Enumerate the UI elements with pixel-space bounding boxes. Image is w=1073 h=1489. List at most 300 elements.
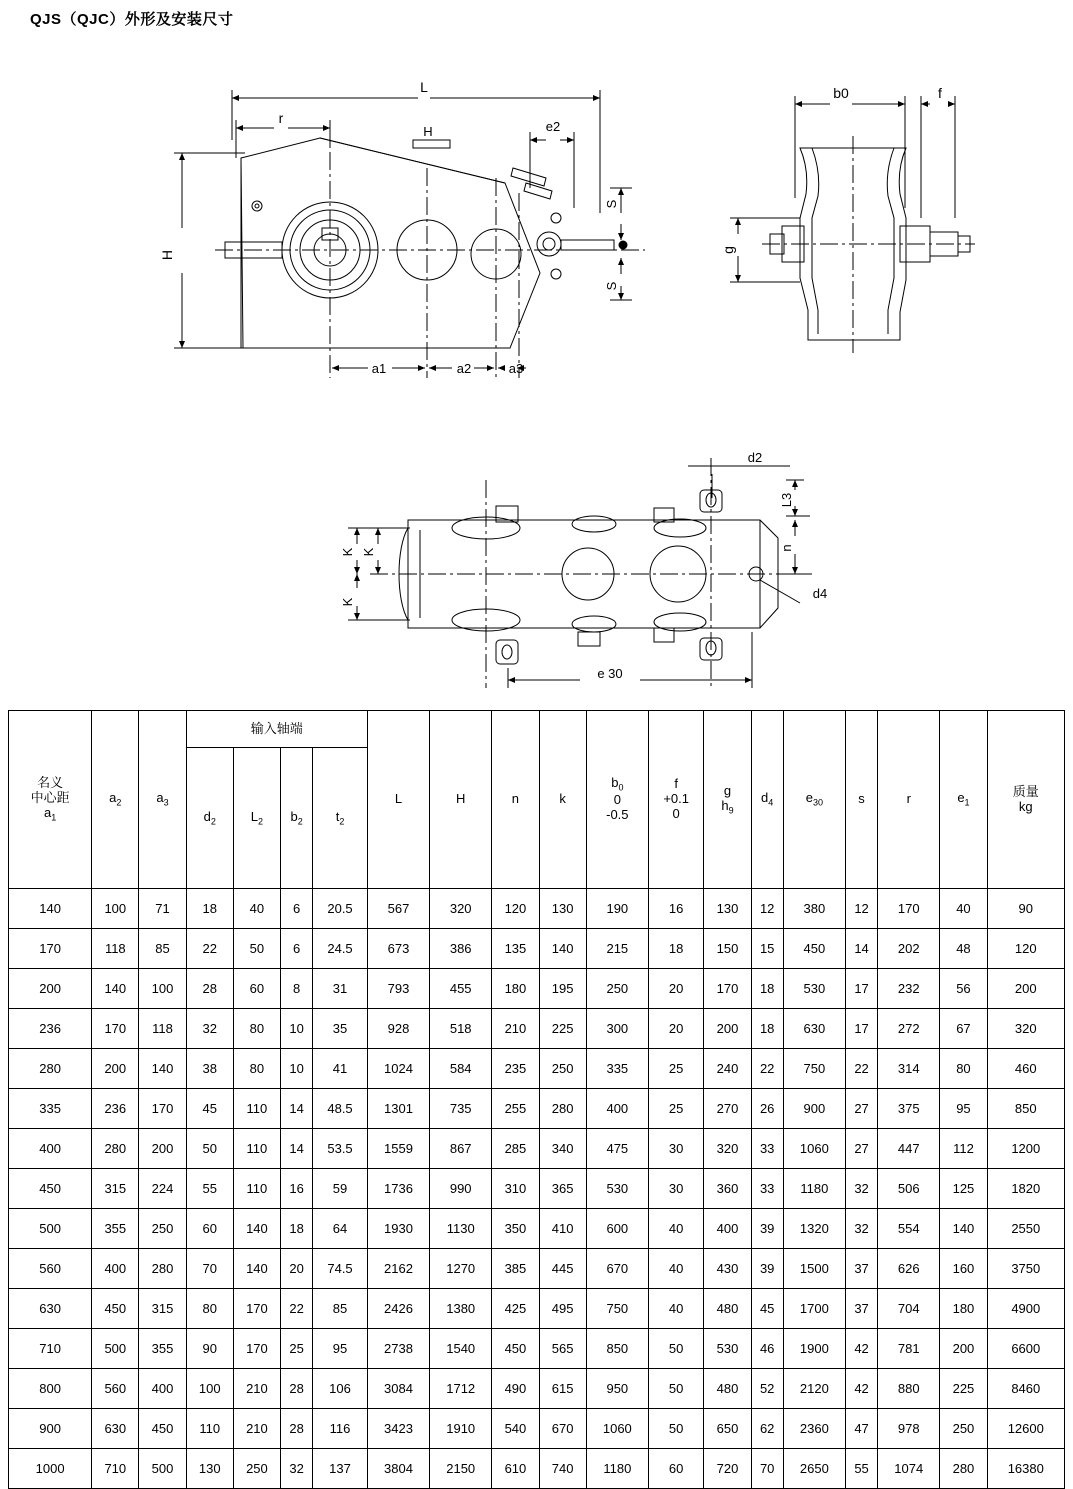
table-cell: 30 [648, 1169, 703, 1209]
table-cell: 10 [281, 1049, 313, 1089]
table-cell: 40 [940, 889, 987, 929]
table-cell: 978 [878, 1409, 940, 1449]
table-cell: 385 [492, 1249, 539, 1289]
table-cell: 47 [845, 1409, 877, 1449]
table-cell: 52 [751, 1369, 783, 1409]
table-cell: 33 [751, 1129, 783, 1169]
table-cell: 740 [539, 1449, 586, 1489]
table-cell: 55 [186, 1169, 233, 1209]
table-cell: 3084 [367, 1369, 429, 1409]
table-cell: 22 [845, 1049, 877, 1089]
table-cell: 386 [430, 929, 492, 969]
table-cell: 280 [539, 1089, 586, 1129]
header-e1: $e_1$ [940, 711, 987, 889]
table-cell: 15 [751, 929, 783, 969]
table-cell: 315 [139, 1289, 186, 1329]
table-cell: 560 [92, 1369, 139, 1409]
table-cell: 22 [281, 1289, 313, 1329]
table-cell: 410 [539, 1209, 586, 1249]
table-cell: 285 [492, 1129, 539, 1169]
table-cell: 300 [586, 1009, 648, 1049]
table-cell: 928 [367, 1009, 429, 1049]
table-cell: 1500 [783, 1249, 845, 1289]
table-cell: 90 [987, 889, 1064, 929]
header-b0: $b_0$ 0 -0.5 [586, 711, 648, 889]
table-cell: 530 [704, 1329, 751, 1369]
table-cell: 350 [492, 1209, 539, 1249]
table-cell: 630 [92, 1409, 139, 1449]
table-cell: 255 [492, 1089, 539, 1129]
table-row [9, 1369, 1065, 1409]
table-cell: 130 [539, 889, 586, 929]
table-cell: 71 [139, 889, 186, 929]
table-cell: 450 [492, 1329, 539, 1369]
table-cell: 615 [539, 1369, 586, 1409]
table-cell: 200 [139, 1129, 186, 1169]
table-cell: 215 [586, 929, 648, 969]
table-cell: 28 [281, 1409, 313, 1449]
table-cell: 1700 [783, 1289, 845, 1329]
header-L: L [367, 711, 429, 889]
table-cell: 85 [313, 1289, 368, 1329]
svg-text:H: H [423, 124, 433, 139]
svg-text:H: H [159, 249, 175, 261]
table-cell: 55 [845, 1449, 877, 1489]
svg-text:d4: d4 [812, 586, 828, 601]
table-cell: 793 [367, 969, 429, 1009]
table-cell: 950 [586, 1369, 648, 1409]
table-cell: 200 [940, 1329, 987, 1369]
table-cell: 1060 [586, 1409, 648, 1449]
table-header [9, 711, 1065, 889]
header-d4: $d_4$ [751, 711, 783, 889]
svg-text:r: r [278, 110, 284, 126]
table-cell: 118 [139, 1009, 186, 1049]
table-cell: 135 [492, 929, 539, 969]
table-cell: 18 [281, 1209, 313, 1249]
table-cell: 1301 [367, 1089, 429, 1129]
table-cell: 900 [9, 1409, 92, 1449]
table-cell: 506 [878, 1169, 940, 1209]
table-cell: 170 [9, 929, 92, 969]
header-s: s [845, 711, 877, 889]
header-a2: $a_2$ [92, 711, 139, 889]
table-cell: 236 [92, 1089, 139, 1129]
table-cell: 225 [940, 1369, 987, 1409]
table-cell: 781 [878, 1329, 940, 1369]
table-cell: 310 [492, 1169, 539, 1209]
table-cell: 1270 [430, 1249, 492, 1289]
table-cell: 8 [281, 969, 313, 1009]
technical-drawing [0, 28, 1073, 698]
table-cell: 170 [92, 1009, 139, 1049]
svg-text:S: S [604, 199, 619, 209]
table-cell: 140 [233, 1249, 280, 1289]
table-cell: 35 [313, 1009, 368, 1049]
table-cell: 900 [783, 1089, 845, 1129]
table-cell: 1930 [367, 1209, 429, 1249]
table-cell: 180 [492, 969, 539, 1009]
table-cell: 14 [281, 1089, 313, 1129]
table-cell: 450 [139, 1409, 186, 1449]
table-cell: 867 [430, 1129, 492, 1169]
table-cell: 12600 [987, 1409, 1064, 1449]
table-cell: 53.5 [313, 1129, 368, 1169]
table-cell: 50 [186, 1129, 233, 1169]
table-cell: 200 [92, 1049, 139, 1089]
table-cell: 39 [751, 1249, 783, 1289]
table-cell: 28 [281, 1369, 313, 1409]
header-input-shaft-group: 输入轴端 [186, 711, 367, 748]
table-cell: 500 [92, 1329, 139, 1369]
table-cell: 67 [940, 1009, 987, 1049]
table-cell: 32 [186, 1009, 233, 1049]
table-row [9, 1009, 1065, 1049]
table-cell: 18 [751, 969, 783, 1009]
table-row [9, 1129, 1065, 1169]
table-cell: 4900 [987, 1289, 1064, 1329]
table-cell: 735 [430, 1089, 492, 1129]
table-cell: 750 [783, 1049, 845, 1089]
table-cell: 565 [539, 1329, 586, 1369]
table-cell: 140 [92, 969, 139, 1009]
table-cell: 280 [940, 1449, 987, 1489]
table-cell: 990 [430, 1169, 492, 1209]
table-cell: 170 [878, 889, 940, 929]
table-cell: 1130 [430, 1209, 492, 1249]
header-e30: $e_{30}$ [783, 711, 845, 889]
table-cell: 140 [9, 889, 92, 929]
table-row [9, 1209, 1065, 1249]
table-cell: 18 [648, 929, 703, 969]
table-cell: 880 [878, 1369, 940, 1409]
table-cell: 1180 [586, 1449, 648, 1489]
table-row [9, 1409, 1065, 1449]
table-cell: 704 [878, 1289, 940, 1329]
table-cell: 112 [940, 1129, 987, 1169]
table-cell: 1380 [430, 1289, 492, 1329]
table-cell: 610 [492, 1449, 539, 1489]
table-cell: 445 [539, 1249, 586, 1289]
table-cell: 400 [704, 1209, 751, 1249]
table-cell: 80 [233, 1049, 280, 1089]
table-cell: 567 [367, 889, 429, 929]
table-cell: 74.5 [313, 1249, 368, 1289]
table-cell: 447 [878, 1129, 940, 1169]
table-cell: 400 [586, 1089, 648, 1129]
table-cell: 110 [186, 1409, 233, 1449]
table-cell: 24.5 [313, 929, 368, 969]
header-g: g $h_9$ [704, 711, 751, 889]
table-cell: 45 [186, 1089, 233, 1129]
table-cell: 540 [492, 1409, 539, 1449]
header-n: n [492, 711, 539, 889]
table-cell: 50 [648, 1329, 703, 1369]
table-cell: 200 [987, 969, 1064, 1009]
table-cell: 630 [9, 1289, 92, 1329]
table-cell: 1024 [367, 1049, 429, 1089]
table-cell: 120 [987, 929, 1064, 969]
table-cell: 250 [233, 1449, 280, 1489]
table-cell: 50 [233, 929, 280, 969]
table-cell: 320 [430, 889, 492, 929]
table-cell: 170 [233, 1289, 280, 1329]
table-cell: 37 [845, 1289, 877, 1329]
table-row [9, 1049, 1065, 1089]
table-body [9, 889, 1065, 1489]
table-cell: 1910 [430, 1409, 492, 1449]
table-cell: 48.5 [313, 1089, 368, 1129]
table-cell: 110 [233, 1169, 280, 1209]
header-a3: $a_3$ [139, 711, 186, 889]
table-cell: 16 [648, 889, 703, 929]
table-cell: 16380 [987, 1449, 1064, 1489]
table-cell: 272 [878, 1009, 940, 1049]
table-cell: 380 [783, 889, 845, 929]
table-cell: 630 [783, 1009, 845, 1049]
svg-text:K: K [340, 547, 355, 557]
table-cell: 500 [9, 1209, 92, 1249]
table-cell: 25 [648, 1049, 703, 1089]
table-row [9, 1449, 1065, 1489]
table-cell: 150 [704, 929, 751, 969]
table-cell: 250 [539, 1049, 586, 1089]
table-cell: 340 [539, 1129, 586, 1169]
table-cell: 16 [281, 1169, 313, 1209]
table-cell: 62 [751, 1409, 783, 1449]
table-cell: 28 [186, 969, 233, 1009]
table-cell: 14 [281, 1129, 313, 1169]
table-cell: 400 [139, 1369, 186, 1409]
table-cell: 42 [845, 1369, 877, 1409]
table-cell: 375 [878, 1089, 940, 1129]
table-cell: 46 [751, 1329, 783, 1369]
table-cell: 530 [586, 1169, 648, 1209]
table-cell: 30 [648, 1129, 703, 1169]
table-cell: 59 [313, 1169, 368, 1209]
table-cell: 8460 [987, 1369, 1064, 1409]
table-cell: 12 [845, 889, 877, 929]
table-cell: 600 [586, 1209, 648, 1249]
table-cell: 480 [704, 1289, 751, 1329]
table-cell: 60 [233, 969, 280, 1009]
table-cell: 140 [139, 1049, 186, 1089]
table-cell: 1712 [430, 1369, 492, 1409]
table-cell: 40 [648, 1249, 703, 1289]
table-cell: 1320 [783, 1209, 845, 1249]
table-cell: 235 [492, 1049, 539, 1089]
page-title: QJS（QJC）外形及安装尺寸 [30, 11, 234, 28]
table-cell: 37 [845, 1249, 877, 1289]
table-cell: 50 [648, 1369, 703, 1409]
table-cell: 530 [783, 969, 845, 1009]
table-cell: 18 [751, 1009, 783, 1049]
table-cell: 850 [586, 1329, 648, 1369]
table-cell: 130 [186, 1449, 233, 1489]
table-cell: 110 [233, 1129, 280, 1169]
table-cell: 18 [186, 889, 233, 929]
header-t2: $t_2$ [313, 748, 368, 889]
table-cell: 518 [430, 1009, 492, 1049]
table-cell: 125 [940, 1169, 987, 1209]
table-cell: 40 [233, 889, 280, 929]
table-cell: 22 [186, 929, 233, 969]
table-cell: 2120 [783, 1369, 845, 1409]
table-cell: 584 [430, 1049, 492, 1089]
table-cell: 360 [704, 1169, 751, 1209]
table-cell: 40 [648, 1209, 703, 1249]
svg-text:L3: L3 [779, 492, 794, 508]
table-cell: 2550 [987, 1209, 1064, 1249]
table-cell: 320 [987, 1009, 1064, 1049]
table-cell: 250 [139, 1209, 186, 1249]
table-cell: 20 [648, 969, 703, 1009]
svg-text:f: f [938, 85, 942, 101]
table-cell: 33 [751, 1169, 783, 1209]
table-cell: 400 [9, 1129, 92, 1169]
table-cell: 670 [539, 1409, 586, 1449]
table-cell: 500 [139, 1449, 186, 1489]
table-cell: 1074 [878, 1449, 940, 1489]
table-cell: 42 [845, 1329, 877, 1369]
table-cell: 490 [492, 1369, 539, 1409]
table-cell: 6600 [987, 1329, 1064, 1369]
header-r: r [878, 711, 940, 889]
table-cell: 3804 [367, 1449, 429, 1489]
table-row [9, 1329, 1065, 1369]
header-H: H [430, 711, 492, 889]
table-cell: 140 [940, 1209, 987, 1249]
table-cell: 475 [586, 1129, 648, 1169]
table-cell: 25 [281, 1329, 313, 1369]
table-cell: 554 [878, 1209, 940, 1249]
svg-text:e2: e2 [545, 119, 561, 134]
table-cell: 355 [139, 1329, 186, 1369]
svg-text:a1: a1 [371, 361, 387, 376]
table-cell: 27 [845, 1129, 877, 1169]
table-cell: 25 [648, 1089, 703, 1129]
table-cell: 1060 [783, 1129, 845, 1169]
table-cell: 56 [940, 969, 987, 1009]
table-cell: 1820 [987, 1169, 1064, 1209]
table-cell: 320 [704, 1129, 751, 1169]
table-cell: 80 [186, 1289, 233, 1329]
table-cell: 850 [987, 1089, 1064, 1129]
table-cell: 1200 [987, 1129, 1064, 1169]
table-cell: 190 [586, 889, 648, 929]
table-row [9, 889, 1065, 929]
table-cell: 60 [648, 1449, 703, 1489]
table-cell: 2426 [367, 1289, 429, 1329]
table-cell: 60 [186, 1209, 233, 1249]
table-cell: 670 [586, 1249, 648, 1289]
table-cell: 335 [586, 1049, 648, 1089]
table-cell: 80 [940, 1049, 987, 1089]
table-row [9, 969, 1065, 1009]
table-cell: 95 [313, 1329, 368, 1369]
svg-text:n: n [779, 544, 794, 552]
table-cell: 710 [9, 1329, 92, 1369]
table-cell: 280 [139, 1249, 186, 1289]
table-row [9, 1169, 1065, 1209]
table-cell: 137 [313, 1449, 368, 1489]
table-cell: 116 [313, 1409, 368, 1449]
table-cell: 26 [751, 1089, 783, 1129]
table-cell: 750 [586, 1289, 648, 1329]
header-k: k [539, 711, 586, 889]
table-cell: 626 [878, 1249, 940, 1289]
header-weight: 质量 kg [987, 711, 1064, 889]
table-cell: 106 [313, 1369, 368, 1409]
table-cell: 250 [940, 1409, 987, 1449]
table-cell: 673 [367, 929, 429, 969]
table-cell: 70 [186, 1249, 233, 1289]
table-cell: 17 [845, 1009, 877, 1049]
table-cell: 85 [139, 929, 186, 969]
table-cell: 480 [704, 1369, 751, 1409]
table-cell: 100 [139, 969, 186, 1009]
table-cell: 95 [940, 1089, 987, 1129]
table-cell: 22 [751, 1049, 783, 1089]
table-cell: 236 [9, 1009, 92, 1049]
table-cell: 280 [92, 1129, 139, 1169]
table-cell: 200 [704, 1009, 751, 1049]
table-cell: 32 [845, 1169, 877, 1209]
table-cell: 800 [9, 1369, 92, 1409]
table-cell: 202 [878, 929, 940, 969]
table-cell: 20 [281, 1249, 313, 1289]
svg-text:d2: d2 [747, 450, 763, 465]
table-cell: 130 [704, 889, 751, 929]
table-cell: 50 [648, 1409, 703, 1449]
table-cell: 240 [704, 1049, 751, 1089]
table-cell: 315 [92, 1169, 139, 1209]
table-cell: 210 [233, 1369, 280, 1409]
table-cell: 270 [704, 1089, 751, 1129]
table-cell: 140 [233, 1209, 280, 1249]
table-cell: 120 [492, 889, 539, 929]
table-cell: 232 [878, 969, 940, 1009]
dimension-table [8, 710, 1065, 1489]
table-cell: 425 [492, 1289, 539, 1329]
table-cell: 170 [139, 1089, 186, 1129]
table-cell: 280 [9, 1049, 92, 1089]
table-row [9, 929, 1065, 969]
table-cell: 17 [845, 969, 877, 1009]
table-cell: 460 [987, 1049, 1064, 1089]
table-cell: 400 [92, 1249, 139, 1289]
table-cell: 1559 [367, 1129, 429, 1169]
table-cell: 1736 [367, 1169, 429, 1209]
table-cell: 39 [751, 1209, 783, 1249]
table-cell: 27 [845, 1089, 877, 1129]
table-cell: 210 [492, 1009, 539, 1049]
table-cell: 6 [281, 889, 313, 929]
table-cell: 110 [233, 1089, 280, 1129]
table-cell: 355 [92, 1209, 139, 1249]
table-cell: 31 [313, 969, 368, 1009]
table-cell: 100 [186, 1369, 233, 1409]
table-cell: 1180 [783, 1169, 845, 1209]
table-cell: 495 [539, 1289, 586, 1329]
table-cell: 450 [783, 929, 845, 969]
table-cell: 38 [186, 1049, 233, 1089]
table-cell: 335 [9, 1089, 92, 1129]
table-cell: 90 [186, 1329, 233, 1369]
table-row [9, 1089, 1065, 1129]
table-cell: 2650 [783, 1449, 845, 1489]
svg-text:S: S [604, 281, 619, 291]
